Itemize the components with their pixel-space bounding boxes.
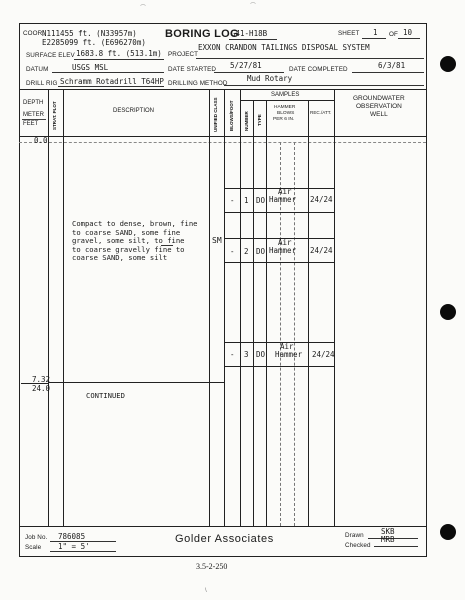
continued-label: CONTINUED — [86, 391, 125, 400]
page-title: BORING LOG — [165, 28, 239, 40]
col-divider — [253, 100, 254, 526]
col-divider — [224, 89, 225, 526]
scan-mark: ⌒ — [140, 6, 147, 12]
strat-plot-header: STRAT. PLOT — [52, 101, 57, 130]
checked-label: Checked — [345, 542, 371, 549]
surface-elev-label: SURFACE ELEV — [26, 52, 75, 59]
checked-value: MRB — [381, 535, 395, 544]
drill-rig-value: Schramm Rotadrill T64HP — [60, 77, 164, 86]
binder-hole — [440, 524, 456, 540]
page-number: 3.5-2-250 — [196, 562, 228, 571]
sample-row — [0, 187, 465, 205]
groundwater-header: GROUNDWATER — [353, 95, 405, 102]
layer-boundary — [48, 382, 224, 383]
scale-value: 1" = 5' — [58, 542, 90, 551]
col-divider — [308, 100, 309, 526]
sample-row — [0, 238, 465, 256]
sample-number: 2 — [244, 247, 249, 256]
date-started-label: DATE STARTED — [168, 66, 217, 73]
sample-blows: - — [230, 196, 235, 205]
date-started-value: 5/27/81 — [230, 61, 262, 70]
coor-label: COOR. — [23, 30, 45, 37]
sample-blows: - — [230, 247, 235, 256]
binder-hole — [440, 56, 456, 72]
drawn-value: SKB — [381, 527, 395, 536]
sample-hammer: Air — [280, 342, 294, 351]
col-divider — [266, 100, 267, 526]
job-number-value: 786085 — [58, 532, 86, 541]
sample-type: DO — [256, 196, 266, 205]
drill-rig-label: DRILL RIG — [26, 80, 58, 87]
blows-foot-header: BLOWS/FOOT — [229, 100, 234, 131]
surface-elev-value: 1683.8 ft. (513.1m) — [76, 49, 162, 58]
job-number-label: Job No. — [25, 534, 48, 541]
layer-bottom-feet: 24.0 — [32, 384, 51, 393]
col-divider — [209, 89, 210, 526]
sample-recovery: 24/24 — [312, 350, 335, 359]
sheet-total: 10 — [403, 28, 413, 37]
sample-recovery: 24/24 — [310, 246, 333, 255]
sheet-number: 1 — [373, 28, 378, 37]
drawn-label: Drawn — [345, 532, 364, 539]
company-name: Golder Associates — [175, 533, 274, 545]
depth-header: DEPTH — [23, 100, 44, 106]
sample-row — [0, 342, 465, 359]
datum-label: DATUM — [26, 66, 49, 73]
date-completed-value: 6/3/81 — [378, 61, 406, 70]
sample-type-header: TYPE — [257, 114, 262, 126]
well-header: WELL — [370, 111, 388, 118]
sample-number-header: NUMBER — [244, 111, 249, 131]
sample-number: 3 — [244, 350, 249, 359]
sample-type: DO — [256, 247, 266, 256]
col-divider — [334, 89, 335, 526]
hammer-blows-header: BLOWS — [277, 111, 295, 116]
hammer-per-header: PER 6 IN. — [273, 117, 295, 122]
description-header: DESCRIPTION — [113, 108, 155, 114]
sample-hammer: Hammer — [269, 246, 297, 255]
datum-value: USGS MSL — [72, 63, 109, 72]
sample-number: 1 — [244, 196, 249, 205]
sample-blows: - — [230, 350, 235, 359]
observation-header: OBSERVATION — [356, 103, 402, 110]
sheet-label: SHEET — [338, 30, 360, 37]
layer-description: Compact to dense, brown, fine to coarse SAND, some fine gravel, some silt, to fine to coarse gravelly fine to coarse SAND, some silt — [72, 219, 198, 263]
coor-easting: E2285099 ft. (E696270m) — [42, 38, 146, 47]
drilling-method-label: DRILLING METHOD — [168, 80, 228, 87]
col-divider — [63, 89, 64, 526]
binder-hole — [440, 304, 456, 320]
project-value: EXXON CRANDON TAILINGS DISPOSAL SYSTEM — [198, 43, 370, 52]
coor-northing: N111455 ft. (N33957m) — [42, 29, 137, 38]
depth-top: 0.0 — [34, 136, 48, 145]
sample-hammer: Air — [278, 238, 292, 247]
boring-id: G41-H18B — [231, 29, 268, 38]
sample-hammer: Hammer — [269, 195, 297, 204]
sample-hammer: Hammer — [275, 350, 303, 359]
sample-hammer: Air — [278, 187, 292, 196]
sample-type: DO — [256, 350, 266, 359]
scan-mark: \ — [205, 588, 207, 594]
unified-class-header: UNIFIED CLASS — [213, 97, 218, 132]
sample-recovery: 24/24 — [310, 195, 333, 204]
project-label: PROJECT — [168, 51, 199, 58]
col-divider — [240, 89, 241, 526]
scale-label: Scale — [25, 544, 42, 551]
depth-meter-header: METER — [23, 112, 44, 118]
scan-mark: ⌒ — [250, 4, 257, 10]
date-completed-label: DATE COMPLETED — [289, 66, 348, 73]
unified-class-value: SM — [212, 236, 222, 245]
hammer-header: HAMMER — [274, 105, 296, 110]
drilling-method-value: Mud Rotary — [247, 74, 293, 83]
of-label: OF — [389, 31, 398, 38]
col-divider — [48, 89, 49, 526]
samples-header: SAMPLES — [271, 92, 300, 98]
depth-feet-header: FEET — [23, 121, 39, 127]
rec-att-header: REC./ATT. — [310, 110, 332, 115]
layer-bottom-meters: 7.32 — [32, 375, 51, 384]
